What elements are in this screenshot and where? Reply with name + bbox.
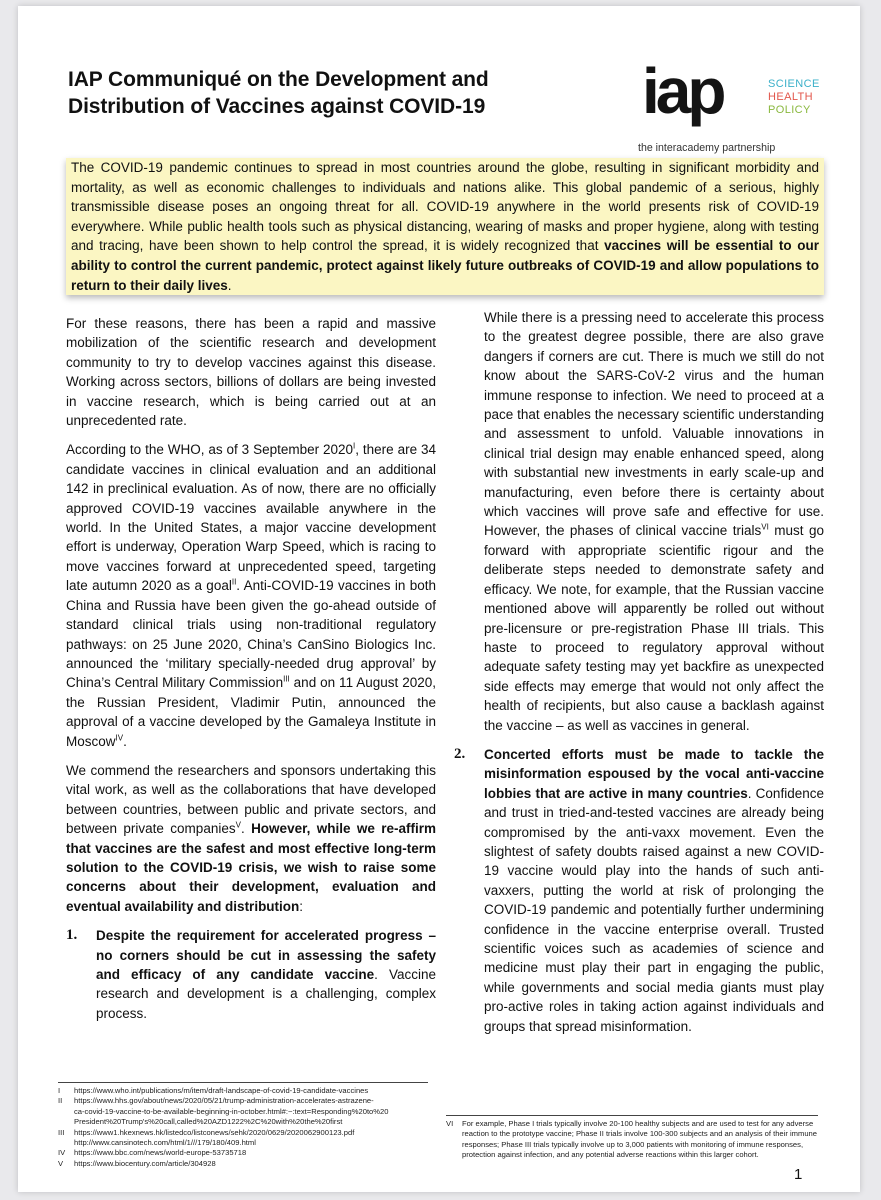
intro-end: . (227, 277, 232, 293)
item-2-text (484, 745, 824, 1036)
left-column (66, 314, 436, 1023)
footnote-link[interactable]: https://www.who.int/publications/m/item/draft-landscape-of-covid-19-candidate-vaccines (74, 1086, 369, 1095)
p3-text-a: We commend the researchers and sponsors undertaking this vital work, as well as the collaborations that have developed between countries, between public and private sectors, and between private companies (66, 762, 436, 837)
item-2-body: . Confidence and trust in tried-and-tested vaccines are already being compromised by the anti-vaxx movement. Even the slightest of safety doubts raised against a new COVID-19 vaccine would play into the hands of such anti-vaxxers, putting the world at risk of prolonging the COVID-19 pandemic and potentially further undermining confidence in the vaccine enterprise overall. Trusted scientific voices such as academies of science and medicine must play their part in engaging the public, while governments and social media giants must play pro-active roles in taking action against individuals and groups that spread misinformation. (484, 785, 824, 1034)
highlighted-intro (66, 158, 824, 295)
footnotes-right (446, 1115, 818, 1161)
footnote-key: IV (58, 1148, 66, 1158)
footnote-v (58, 1159, 428, 1169)
footnotes-left (58, 1082, 428, 1169)
document-title (68, 66, 628, 120)
footnote-ref: IV (115, 733, 124, 743)
footnote-ref: II (231, 577, 237, 587)
footnote-ref: I (353, 441, 356, 451)
p2-text-b: , there are 34 candidate vaccines in clinical evaluation and an additional 142 in preclinical evaluation. As of now, there are no officially approved COVID-19 vaccines available anywhere in the world. In the United States, a major vaccine development effort is underway, Operation Warp Speed, which is racing to move vaccines forward at unprecedented speed, targeting late autumn 2020 as a goal (66, 442, 436, 594)
footnote-iv (58, 1148, 428, 1158)
logo-tag-science: SCIENCE (768, 78, 820, 90)
left-paragraph-2 (66, 440, 436, 751)
item-1-text (96, 926, 436, 1023)
item-number: 2. (454, 745, 466, 762)
logo-tag-health: HEALTH (768, 91, 813, 103)
p3-end: : (299, 898, 304, 914)
footnote-link[interactable]: https://www.biocentury.com/article/304928 (74, 1158, 216, 1168)
footnote-text: For example, Phase I trials typically involve 20-100 healthy subjects and are used to test for any adverse reaction to the prototype vaccine; Phase II trials involve 100-300 subjects and an analysis of their immune responses; Phase III trials typically involve up to 3,000 patients with monitoring of immune responses, protection against infection, and any potential adverse reactions within this larger cohort. (462, 1119, 817, 1160)
numbered-item-1 (66, 926, 436, 1023)
footnote-key: VI (446, 1119, 454, 1128)
footnote-vi (446, 1119, 818, 1161)
left-paragraph-3 (66, 761, 436, 916)
numbered-item-2 (454, 745, 824, 1036)
item-1-body: . Vaccine research and development is a challenging, complex process. (96, 967, 436, 1021)
footnote-key: II (58, 1096, 63, 1106)
iap-logo (638, 55, 838, 159)
p2-text-a: According to the WHO, as of 3 September 2020 (66, 442, 354, 458)
footnote-link[interactable]: https://www1.hkexnews.hk/listedco/listconews/sehk/2020/0629/2020062900123.pdf (74, 1127, 355, 1137)
item-1-bold: Despite the requirement for accelerated progress – no corners should be cut in assessing the safety and efficacy of any candidate vaccine (96, 928, 436, 982)
logo-wordmark: iap (642, 55, 723, 127)
p2-text-d: and on 11 August 2020, the Russian President, Vladimir Putin, announced the approval of a vaccine developed by the Gamaleya Institute in Moscow (66, 675, 436, 749)
title-line-1: IAP Communiqué on the Development and (68, 68, 489, 91)
footnote-iii (58, 1128, 428, 1138)
footnote-i (58, 1086, 428, 1096)
footnote-key: I (58, 1086, 61, 1095)
footnote-key: III (58, 1127, 65, 1137)
p2-text-c: . Anti-COVID-19 vaccines in both China and Russia have been given the go-ahead outside of standard clinical trials using non-traditional regulatory pathways: on 25 June 2020, China’s CanSino Biologics Inc. announced the ‘military specially-needed drug approval’ by China’s Central Military Commission (66, 578, 437, 691)
footnote-link-cont[interactable]: http://www.cansinotech.com/html/1///179/180/409.html (74, 1138, 256, 1148)
right-p1-text-b: must go forward with appropriate scientific rigour and the deliberate steps needed to demonstrate safety and efficacy. We note, for example, that the Russian vaccine mentioned above will apparently be rolled out without pre-licensure or pre-registration Phase III trials. This haste to proceed to regulatory approval without adequate safety testing may yet backfire as unexpected side effects may emerge that would not only affect the health of recipients, but also cause a backlash against the vaccine – as well as vaccines in general. (484, 523, 824, 733)
footnote-ref: V (235, 820, 241, 830)
footnote-link-cont[interactable]: President%20Trump's%20call,called%20AZD1222%2C%20with%20the%20first (74, 1117, 343, 1127)
logo-tag-policy: POLICY (768, 104, 811, 116)
item-2-bold: Concerted efforts must be made to tackle the misinformation espoused by the vocal anti-vaccine lobbies that are active in many countries (484, 746, 824, 801)
intro-text: The COVID-19 pandemic continues to spread in most countries around the globe, resulting in significant morbidity and mortality, as well as economic challenges to individuals and nations alike. This global pandemic of a serious, highly transmissible disease poses an ongoing threat for all. COVID-19 anywhere in the world presents risk of COVID-19 everywhere. While public health tools such as physical distancing, wearing of masks and proper hygiene, along with testing and tracing, have been shown to help control the spread, it is widely recognized that (71, 160, 819, 254)
left-paragraph-1: For these reasons, there has been a rapid and massive mobilization of the scientific research and development community to try to develop vaccines against this disease. Working across sectors, billions of dollars are being invested in vaccine research, which is being carried out at an unprecedented rate. (66, 316, 436, 429)
right-column (454, 308, 824, 1036)
footnote-ii (58, 1096, 428, 1106)
intro-bold-text: vaccines will be essential to our ability to control the current pandemic, protect against likely future outbreaks of COVID-19 and allow populations to return to their daily lives (71, 238, 819, 293)
footnote-ref: III (283, 674, 290, 684)
footnote-link-cont[interactable]: ca-covid-19-vaccine-to-be-available-beginning-in-october.html#:~:text=Responding%20to%20 (74, 1106, 389, 1116)
right-p1-text-a: While there is a pressing need to accelerate this process to the greatest degree possible, there are also grave dangers if corners are cut. There is much we still do not know about the SARS-CoV-2 virus and the human immune response to infection. We need to proceed at a pace that enables the necessary scientific understanding and assessment to unfold. Valuable innovations in clinical trial design may enable enhanced speed, along with substantial new investments in early scale-up and manufacturing, even before there is certainty about which vaccines will prove safe and effective for use. However, the phases of clinical vaccine trials (484, 310, 824, 539)
title-line-2: Distribution of Vaccines against COVID-19 (68, 95, 486, 118)
footnote-link[interactable]: https://www.hhs.gov/about/news/2020/05/21/trump-administration-accelerates-astrazene- (74, 1096, 374, 1106)
p3-bold-text: However, while we re-affirm that vaccines are the safest and most effective long-term solution to the COVID-19 crisis, we wish to raise some concerns about their development, evaluation and eventual availability and distribution (66, 821, 436, 914)
footnote-key: V (58, 1158, 64, 1168)
page-number: 1 (794, 1166, 803, 1183)
p2-text-e: . (123, 733, 127, 749)
document-page (18, 6, 860, 1192)
right-paragraph-1 (454, 308, 824, 735)
footnote-link[interactable]: https://www.bbc.com/news/world-europe-53735718 (74, 1148, 247, 1158)
logo-partner-text: the interacademy partnership (638, 142, 776, 154)
item-number: 1. (66, 927, 78, 944)
footnote-ref: VI (761, 522, 769, 532)
p3-text-b: . (240, 821, 252, 837)
